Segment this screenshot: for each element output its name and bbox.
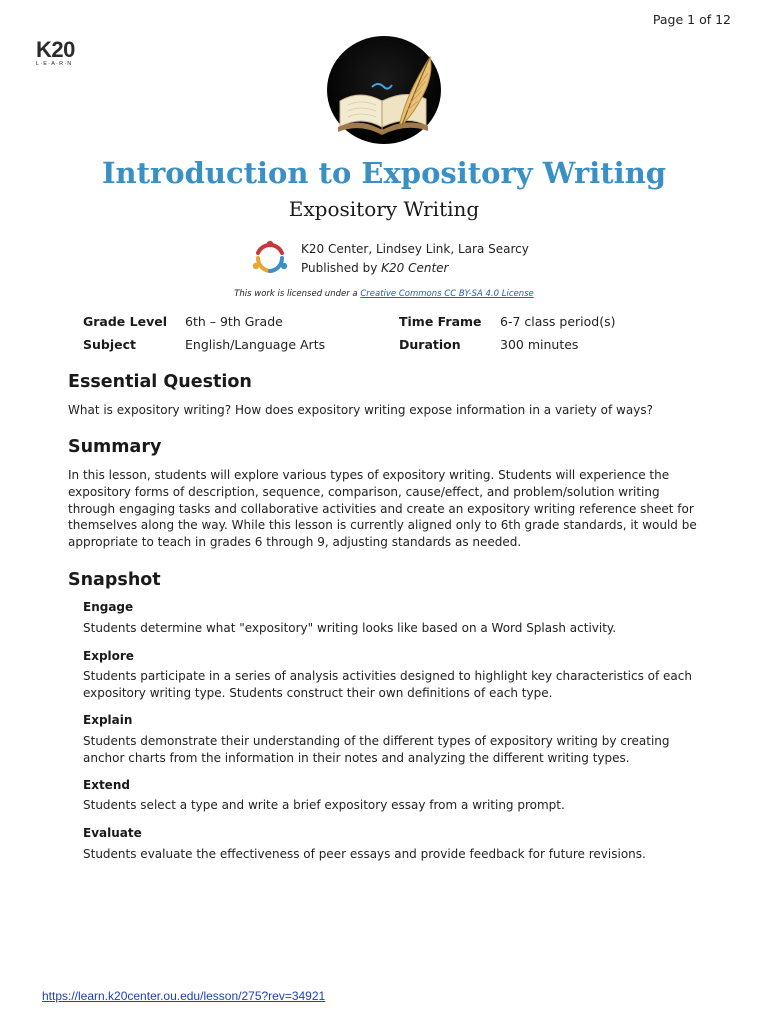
snapshot-text-explore: Students participate in a series of analysis activities designed to highlight key characteristics of each expository writing type. Students construct their own definitions of each type.	[83, 669, 692, 700]
subject-value: English/Language Arts	[185, 337, 326, 352]
subject-label: Subject	[83, 337, 136, 352]
essential-question-text: What is expository writing? How does expository writing expose information in a variety of ways?	[68, 403, 653, 417]
snapshot-heading: Snapshot	[68, 570, 161, 590]
snapshot-text-explain: Students demonstrate their understanding of the different types of expository writing by creating anchor charts from the information in their notes and analyzing the different writing types.	[83, 734, 670, 765]
footer-url-link[interactable]: https://learn.k20center.ou.edu/lesson/275?rev=34921	[42, 989, 326, 1003]
license-link[interactable]: Creative Commons CC BY-SA 4.0 License	[360, 289, 534, 299]
time-frame-value: 6-7 class period(s)	[500, 314, 616, 329]
license-notice: This work is licensed under a Creative Commons CC BY-SA 4.0 License	[234, 289, 534, 299]
duration-label: Duration	[399, 337, 461, 352]
k20-people-circle-icon	[250, 238, 290, 276]
snapshot-label-explore: Explore	[83, 649, 134, 663]
logo-sub-text: L·E·A·R·N	[36, 61, 73, 67]
duration-value: 300 minutes	[500, 337, 579, 352]
summary-text: In this lesson, students will explore various types of expository writing. Students will experience the expository forms of description, sequence, comparison, cause/effect, and problem/solution writing through engaging tasks and collaborative activities and create an expository writing reference sheet for themselves along the way. While this lesson is currently aligned only to 6th grade standards, it would be appropriate to teach in grades 6 through 9, adjusting standards as needed.	[68, 468, 697, 550]
open-book-quill-icon	[326, 35, 442, 145]
lesson-title: Introduction to Expository Writing	[101, 156, 667, 190]
k20-logo	[36, 37, 80, 67]
authors-line: K20 Center, Lindsey Link, Lara Searcy	[301, 242, 529, 256]
publisher-info	[301, 240, 529, 278]
publisher-name: K20 Center	[381, 261, 449, 275]
snapshot-text-evaluate: Students evaluate the effectiveness of peer essays and provide feedback for future revisions.	[83, 847, 646, 861]
snapshot-text-engage: Students determine what "expository" writing looks like based on a Word Splash activity.	[83, 621, 617, 635]
time-frame-label: Time Frame	[399, 314, 482, 329]
snapshot-label-extend: Extend	[83, 778, 130, 792]
grade-level-label: Grade Level	[83, 314, 167, 329]
lesson-subtitle: Expository Writing	[288, 197, 480, 221]
summary-heading: Summary	[68, 437, 162, 457]
grade-level-value: 6th – 9th Grade	[185, 314, 283, 329]
published-by-line: Published by K20 Center	[301, 261, 449, 275]
snapshot-text-extend: Students select a type and write a brief expository essay from a writing prompt.	[83, 798, 565, 812]
essential-question-heading: Essential Question	[68, 372, 252, 392]
snapshot-label-evaluate: Evaluate	[83, 826, 142, 840]
snapshot-label-explain: Explain	[83, 713, 133, 727]
page-indicator: Page 1 of 12	[652, 12, 731, 27]
snapshot-label-engage: Engage	[83, 600, 134, 614]
logo-main-text: K20	[36, 37, 75, 62]
